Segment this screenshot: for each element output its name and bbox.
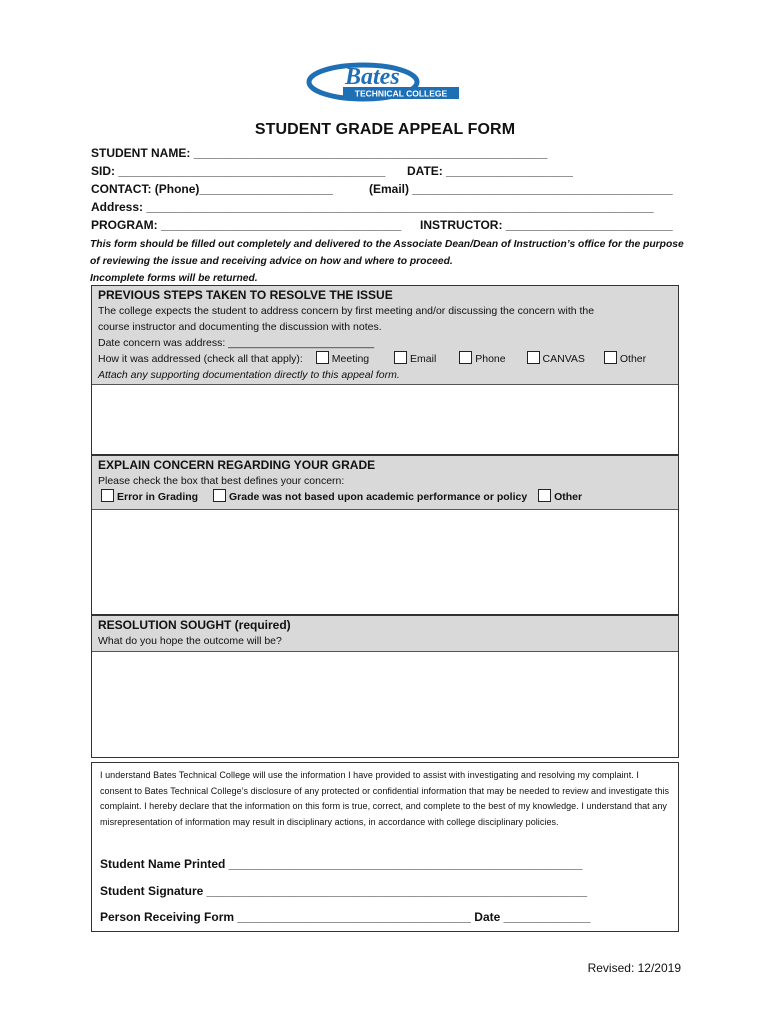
section-title: PREVIOUS STEPS TAKEN TO RESOLVE THE ISSUE <box>98 288 393 302</box>
contact-phone-field[interactable]: CONTACT: (Phone)____________________ <box>91 182 333 196</box>
email-checkbox[interactable] <box>394 351 407 364</box>
form-title: STUDENT GRADE APPEAL FORM <box>254 121 516 138</box>
option-label: CANVAS <box>542 353 585 365</box>
student-name-field[interactable]: STUDENT NAME: _____________________________________________________ <box>91 146 548 160</box>
logo-subtitle: TECHNICAL COLLEGE <box>354 88 448 99</box>
program-field[interactable]: PROGRAM: ____________________________________ <box>91 218 402 232</box>
concern-options <box>98 489 672 505</box>
section-body <box>92 472 678 508</box>
intro-line: This form should be filled out completely and delivered to the Associate Dean/Dean of Instruction’s office for the purpose of reviewing the issue and receiving advice on how and where to proceed. <box>90 239 684 267</box>
meeting-checkbox[interactable] <box>316 351 329 364</box>
option-label: Grade was not based upon academic performance or policy <box>229 491 528 503</box>
address-field[interactable]: Address: ____________________________________________________________________________ <box>91 200 654 214</box>
explain-concern-response-area[interactable] <box>92 510 678 615</box>
resolution-response-area[interactable] <box>92 652 678 758</box>
revised-date: Revised: 12/2019 <box>587 961 681 975</box>
phone-checkbox[interactable] <box>459 351 472 364</box>
student-name-printed-field[interactable]: Student Name Printed _____________________________________________________ <box>100 857 583 871</box>
previous-steps-response-area[interactable] <box>92 385 678 455</box>
sid-field[interactable]: SID: ________________________________________ <box>91 164 386 178</box>
other-concern-checkbox[interactable] <box>538 489 551 502</box>
option-label: Other <box>619 353 647 365</box>
section-body <box>92 302 678 386</box>
bates-logo <box>305 60 465 102</box>
intro-instructions <box>90 236 690 287</box>
declaration-text: I understand Bates Technical College will use the information I have provided to assist with investigating and resolving my complaint. I consent to Bates Technical College’s disclosure of any protected or confidential information that may be needed to review and investigate this complaint. I hereby declare that the information on this form is true, correct, and complete to the best of my knowledge. I understand that any misrepresentation of information may result in disciplinary actions, in accordance with college disciplinary policies. <box>100 770 670 827</box>
option-label: Email <box>410 353 437 365</box>
not-academic-checkbox[interactable] <box>213 489 226 502</box>
declaration-section <box>91 762 679 932</box>
option-label: Error in Grading <box>117 491 199 503</box>
option-label: Other <box>554 491 583 503</box>
section-prompt: Please check the box that best defines your concern: <box>98 475 345 487</box>
previous-steps-section <box>91 285 679 455</box>
option-label: Meeting <box>331 353 370 365</box>
attach-note: Attach any supporting documentation directly to this appeal form. <box>98 369 400 381</box>
date-field[interactable]: DATE: ___________________ <box>407 164 573 178</box>
section-text: course instructor and documenting the discussion with notes. <box>98 321 382 333</box>
instructor-field[interactable]: INSTRUCTOR: _________________________ <box>420 218 673 232</box>
resolution-section <box>91 615 679 758</box>
section-title: RESOLUTION SOUGHT (required) <box>98 618 291 632</box>
contact-email-field[interactable]: (Email) _______________________________________ <box>369 182 673 196</box>
error-in-grading-checkbox[interactable] <box>101 489 114 502</box>
option-label: Phone <box>475 353 506 365</box>
person-receiving-field[interactable]: Person Receiving Form ___________________________________ Date _____________ <box>100 910 591 924</box>
intro-warning: Incomplete forms will be returned. <box>90 273 258 284</box>
canvas-checkbox[interactable] <box>527 351 540 364</box>
logo-name: Bates <box>345 64 400 90</box>
other-checkbox[interactable] <box>604 351 617 364</box>
student-signature-field[interactable]: Student Signature _________________________________________________________ <box>100 884 588 898</box>
section-text: The college expects the student to address concern by first meeting and/or discussing the concern with the <box>98 305 595 317</box>
date-concern-field[interactable]: Date concern was address: _________________________ <box>98 337 375 349</box>
resolution-header <box>92 616 678 652</box>
explain-concern-section <box>91 455 679 615</box>
section-prompt: What do you hope the outcome will be? <box>98 635 282 647</box>
explain-concern-header <box>92 456 678 510</box>
addressed-options <box>98 351 672 367</box>
addressed-label: How it was addressed (check all that apply): <box>98 353 303 365</box>
previous-steps-header <box>92 286 678 385</box>
section-title: EXPLAIN CONCERN REGARDING YOUR GRADE <box>98 458 376 472</box>
